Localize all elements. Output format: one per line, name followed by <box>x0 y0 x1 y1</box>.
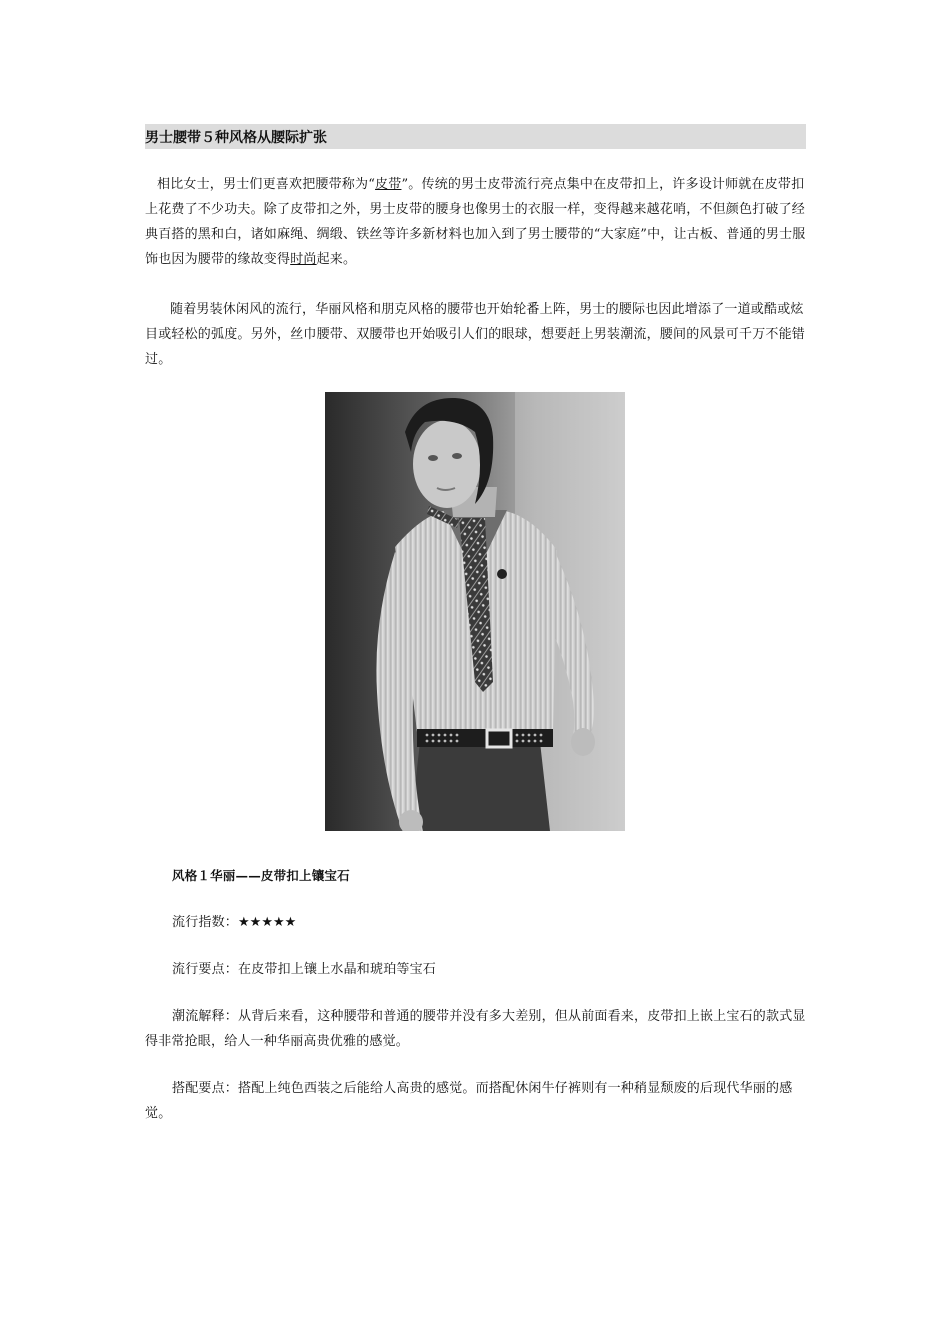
style1-index-label: 流行指数： <box>172 915 239 930</box>
belt-link[interactable]: 皮带 <box>375 177 402 192</box>
style1-index <box>145 910 806 935</box>
style1-heading: 风格１华丽——皮带扣上镶宝石 <box>172 868 350 883</box>
fashion-link[interactable]: 时尚 <box>290 252 317 267</box>
style1-points: 流行要点：在皮带扣上镶上水晶和琥珀等宝石 <box>172 962 437 977</box>
article-title-bar <box>145 124 806 149</box>
article-title: 男士腰带５种风格从腰际扩张 <box>145 129 327 146</box>
intro-text-a: 相比女士，男士们更喜欢把腰带称为“ <box>157 177 376 192</box>
intro-text-c: 起来。 <box>316 252 357 267</box>
style1-explain: 潮流解释：从背后来看，这种腰带和普通的腰带并没有多大差别，但从前面看来，皮带扣上嵌上宝石的款式显得非常抢眼，给人一种华丽高贵优雅的感觉。 <box>145 1009 806 1049</box>
article <box>145 124 806 1126</box>
intro-text-b: ”。传统的男士皮带流行亮点集中在皮带扣上，许多设计师就在皮带扣上花费了不少功夫。除了皮带扣之外，男士皮带的腰身也像男士的衣服一样，变得越来越花哨，不但颜色打破了经典百搭的黑和白，诸如麻绳、绸缎、铁丝等许多新材料也加入到了男士腰带的“大家庭”中，让古板、普通的男士服饰也因为腰带的缘故变得 <box>145 177 806 267</box>
model-photo <box>325 392 625 831</box>
second-paragraph: 随着男装休闲风的流行，华丽风格和朋克风格的腰带也开始轮番上阵，男士的腰际也因此增添了一道或酷或炫目或轻松的弧度。另外，丝巾腰带、双腰带也开始吸引人们的眼球，想要赶上男装潮流，腰间的风景可千万不能错过。 <box>145 302 806 367</box>
star-rating-icon: ★★★★★ <box>238 915 297 930</box>
intro-paragraph <box>145 172 806 272</box>
style1-match: 搭配要点：搭配上纯色西装之后能给人高贵的感觉。而搭配休闲牛仔裤则有一种稍显颓废的后现代华丽的感觉。 <box>145 1081 793 1121</box>
